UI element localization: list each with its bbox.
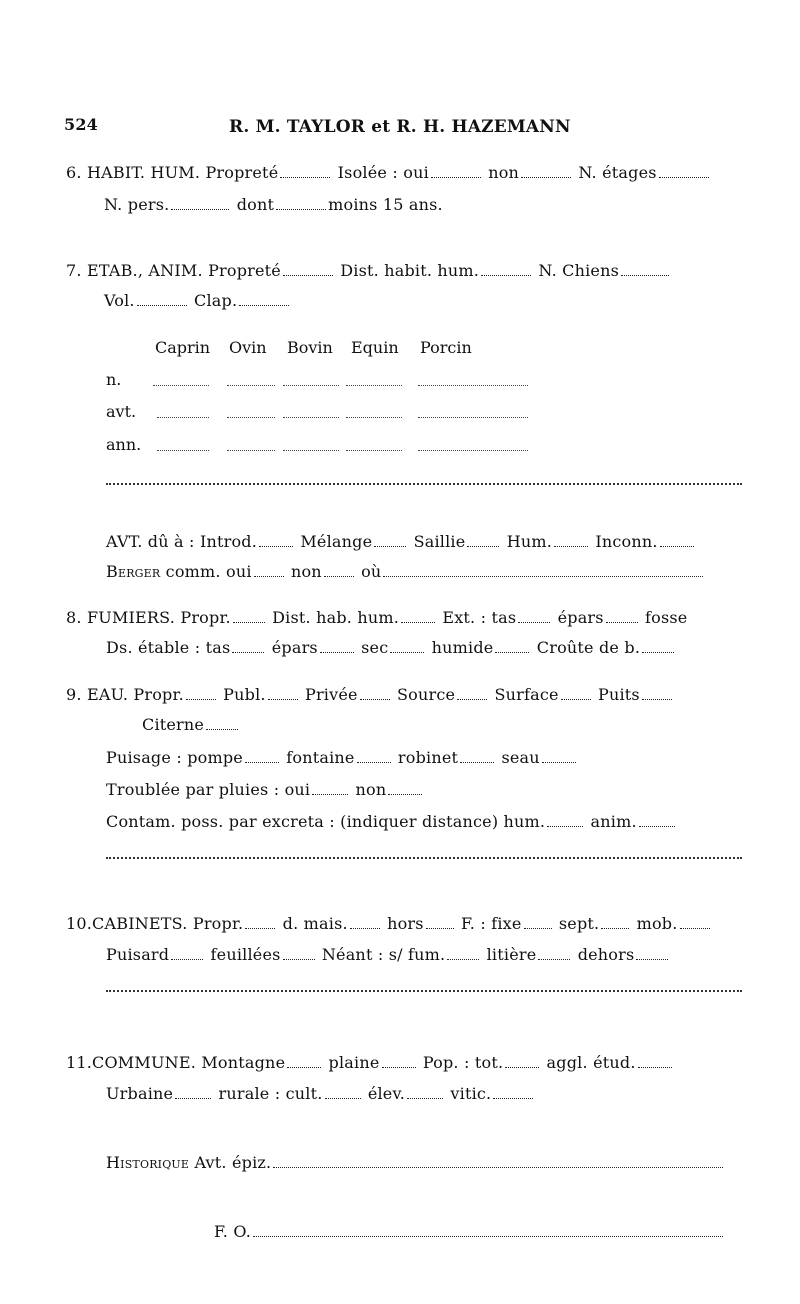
blank-field[interactable]: [388, 782, 422, 795]
field-label: Puisard: [106, 945, 170, 964]
field-label: Puisage : pompe: [106, 748, 243, 767]
table-cell[interactable]: [227, 417, 275, 418]
table-cell[interactable]: [418, 450, 528, 451]
table-cell[interactable]: [227, 385, 275, 386]
blank-field[interactable]: [601, 916, 629, 929]
field-label: Privée: [304, 685, 358, 704]
blank-field[interactable]: [276, 197, 326, 210]
field-label: Urbaine: [106, 1084, 174, 1103]
field-label: robinet: [397, 748, 459, 767]
section-title: CABINETS.: [92, 914, 188, 933]
blank-field[interactable]: [642, 640, 674, 653]
field-label: Publ.: [223, 685, 266, 704]
blank-field[interactable]: [374, 534, 406, 547]
blank-field[interactable]: [350, 916, 380, 929]
blank-field[interactable]: [660, 534, 694, 547]
blank-field[interactable]: [137, 293, 187, 306]
field-label: N. pers.: [104, 195, 170, 214]
blank-field[interactable]: [206, 717, 238, 730]
field-label: plaine: [328, 1053, 380, 1072]
divider-rule: [106, 990, 742, 992]
blank-field[interactable]: [390, 640, 424, 653]
table-cell[interactable]: [227, 450, 275, 451]
blank-field[interactable]: [233, 610, 265, 623]
blank-field[interactable]: [360, 687, 390, 700]
blank-field[interactable]: [495, 640, 529, 653]
field-label: Saillie: [413, 532, 466, 551]
field-label: Contam. poss. par excreta : (indiquer distance) hum.: [106, 812, 546, 831]
blank-field[interactable]: [283, 263, 333, 276]
blank-field[interactable]: [457, 687, 487, 700]
field-label: élev.: [367, 1084, 406, 1103]
blank-field[interactable]: [171, 947, 203, 960]
blank-field[interactable]: [547, 814, 583, 827]
field-label: Néant : s/ fum.: [321, 945, 446, 964]
field-label: fontaine: [286, 748, 355, 767]
field-label: sec: [361, 638, 389, 657]
table-cell[interactable]: [283, 450, 339, 451]
section-9-line-4: [106, 780, 424, 800]
section-11-line-1: [66, 1053, 674, 1073]
field-label: Vol.: [104, 291, 135, 310]
section-number: 7.: [66, 261, 82, 280]
blank-field[interactable]: [254, 564, 284, 577]
divider-rule: [106, 483, 742, 485]
section-number: 10.: [66, 914, 93, 933]
field-label: non: [290, 562, 322, 581]
blank-field[interactable]: [283, 947, 315, 960]
table-cell[interactable]: [157, 417, 209, 418]
field-label: sept.: [558, 914, 600, 933]
field-label: feuillées: [210, 945, 281, 964]
field-label: Clap.: [194, 291, 238, 310]
field-label: F. O.: [214, 1222, 252, 1241]
divider-rule: [106, 857, 742, 859]
field-label: Dist. hab. hum.: [272, 608, 400, 627]
blank-field[interactable]: [383, 564, 703, 577]
section-7-line-1: [66, 261, 671, 281]
blank-field[interactable]: [493, 1086, 533, 1099]
blank-field[interactable]: [542, 750, 576, 763]
field-label: Propr.: [133, 685, 184, 704]
blank-field[interactable]: [171, 197, 229, 210]
field-label: Introd.: [199, 532, 258, 551]
running-header: R. M. TAYLOR et R. H. HAZEMANN: [229, 117, 571, 137]
blank-field[interactable]: [357, 750, 391, 763]
section-number: 6.: [66, 163, 82, 182]
blank-field[interactable]: [259, 534, 293, 547]
blank-field[interactable]: [481, 263, 531, 276]
section-title: ETAB., ANIM.: [86, 261, 203, 280]
field-label: Propreté: [205, 163, 279, 182]
field-label: rurale : cult.: [218, 1084, 323, 1103]
field-label: Propr.: [192, 914, 244, 933]
table-cell[interactable]: [283, 385, 339, 386]
blank-field[interactable]: [287, 1055, 321, 1068]
field-label: moins 15 ans.: [328, 195, 443, 214]
field-label: Mélange: [300, 532, 373, 551]
section-11-line-2: [106, 1084, 535, 1104]
section-9-line-3: [106, 748, 578, 768]
column-header-caprin: Caprin: [155, 338, 211, 357]
blank-field[interactable]: [431, 165, 481, 178]
field-label: litière: [486, 945, 537, 964]
field-label: Croûte de b.: [536, 638, 641, 657]
blank-field[interactable]: [232, 640, 264, 653]
field-label: Propr.: [180, 608, 231, 627]
field-label: seau: [501, 748, 540, 767]
field-label: Inconn.: [595, 532, 658, 551]
field-label: non: [355, 780, 387, 799]
avt-line: [106, 532, 696, 552]
field-label: N. Chiens: [538, 261, 620, 280]
field-label: vitic.: [450, 1084, 492, 1103]
blank-field[interactable]: [253, 1224, 723, 1237]
blank-field[interactable]: [273, 1155, 723, 1168]
blank-field[interactable]: [554, 534, 588, 547]
column-header-bovin: Bovin: [287, 338, 333, 357]
row-label-ann: ann.: [106, 435, 142, 454]
section-title: COMMUNE.: [92, 1053, 197, 1072]
field-label: Citerne: [142, 715, 205, 734]
section-6-line-2: [104, 195, 443, 215]
table-cell[interactable]: [346, 417, 402, 418]
row-label-avt: avt.: [106, 402, 137, 421]
berger-line: [106, 562, 705, 582]
table-cell[interactable]: [157, 450, 209, 451]
section-8-line-2: [106, 638, 676, 658]
field-label: Ext. : tas: [442, 608, 517, 627]
field-label: Dist. habit. hum.: [340, 261, 480, 280]
blank-field[interactable]: [524, 916, 552, 929]
blank-field[interactable]: [467, 534, 499, 547]
table-cell[interactable]: [283, 417, 339, 418]
blank-field[interactable]: [561, 687, 591, 700]
blank-field[interactable]: [324, 564, 354, 577]
field-label: hors: [387, 914, 424, 933]
column-header-equin: Equin: [351, 338, 399, 357]
blank-field[interactable]: [642, 687, 672, 700]
field-label: Propreté: [208, 261, 281, 280]
blank-field[interactable]: [401, 610, 435, 623]
blank-field[interactable]: [268, 687, 298, 700]
field-label: étud.: [593, 1053, 636, 1072]
field-label: anim.: [590, 812, 637, 831]
blank-field[interactable]: [239, 293, 289, 306]
blank-field[interactable]: [621, 263, 669, 276]
section-9-line-2: [142, 715, 240, 735]
field-label: Montagne: [201, 1053, 286, 1072]
blank-field[interactable]: [639, 814, 675, 827]
field-label: comm. oui: [165, 562, 252, 581]
blank-field[interactable]: [407, 1086, 443, 1099]
field-label: Puits: [598, 685, 640, 704]
column-header-ovin: Ovin: [229, 338, 267, 357]
blank-field[interactable]: [320, 640, 354, 653]
field-label: dehors: [577, 945, 635, 964]
field-label: Berger: [106, 562, 161, 581]
blank-field[interactable]: [175, 1086, 211, 1099]
blank-field[interactable]: [186, 687, 216, 700]
field-label: Surface: [494, 685, 559, 704]
section-10-line-1: [66, 914, 712, 934]
field-label: aggl.: [546, 1053, 588, 1072]
field-label: Isolée : oui: [337, 163, 429, 182]
field-label: Avt. épiz.: [194, 1153, 272, 1172]
section-8-line-1: [66, 608, 687, 628]
field-label: Pop. : tot.: [422, 1053, 504, 1072]
field-label: F. : fixe: [460, 914, 522, 933]
field-label: fosse: [644, 608, 688, 627]
field-label: AVT. dû à :: [106, 532, 195, 551]
blank-field[interactable]: [505, 1055, 539, 1068]
field-label: Hum.: [506, 532, 553, 551]
fo-line: [214, 1222, 742, 1242]
section-7-line-2: [104, 291, 291, 311]
field-label: Ds. étable : tas: [106, 638, 231, 657]
section-title: HABIT. HUM.: [86, 163, 201, 182]
field-label: non: [488, 163, 520, 182]
field-label: N. étages: [578, 163, 657, 182]
section-number: 9.: [66, 685, 82, 704]
blank-field[interactable]: [245, 750, 279, 763]
blank-field[interactable]: [382, 1055, 416, 1068]
blank-field[interactable]: [312, 782, 348, 795]
blank-field[interactable]: [447, 947, 479, 960]
blank-field[interactable]: [518, 610, 550, 623]
blank-field[interactable]: [426, 916, 454, 929]
field-label: épars: [271, 638, 318, 657]
section-9-line-5: [106, 812, 677, 832]
blank-field[interactable]: [638, 1055, 672, 1068]
section-10-line-2: [106, 945, 670, 965]
blank-field[interactable]: [325, 1086, 361, 1099]
blank-field[interactable]: [460, 750, 494, 763]
table-cell[interactable]: [418, 417, 528, 418]
table-cell[interactable]: [418, 385, 528, 386]
section-number: 8.: [66, 608, 82, 627]
historique-line: [106, 1153, 742, 1173]
blank-field[interactable]: [245, 916, 275, 929]
section-number: 11.: [66, 1053, 93, 1072]
field-label: Source: [397, 685, 456, 704]
section-6-line-1: [66, 163, 711, 183]
section-title: FUMIERS.: [86, 608, 176, 627]
field-label: dont: [236, 195, 275, 214]
field-label: Historique: [106, 1153, 190, 1172]
blank-field[interactable]: [680, 916, 710, 929]
field-label: mob.: [636, 914, 678, 933]
field-label: épars: [557, 608, 604, 627]
blank-field[interactable]: [538, 947, 570, 960]
column-header-porcin: Porcin: [420, 338, 472, 357]
blank-field[interactable]: [659, 165, 709, 178]
table-cell[interactable]: [153, 385, 209, 386]
field-label: d. mais.: [282, 914, 348, 933]
section-title: EAU.: [86, 685, 129, 704]
blank-field[interactable]: [636, 947, 668, 960]
field-label: où: [361, 562, 382, 581]
section-9-line-1: [66, 685, 674, 705]
blank-field[interactable]: [606, 610, 638, 623]
table-cell[interactable]: [346, 450, 402, 451]
table-cell[interactable]: [346, 385, 402, 386]
field-label: Troublée par pluies : oui: [106, 780, 311, 799]
blank-field[interactable]: [521, 165, 571, 178]
field-label: humide: [431, 638, 494, 657]
page-number: 524: [64, 115, 98, 134]
row-label-n: n.: [106, 370, 122, 389]
blank-field[interactable]: [280, 165, 330, 178]
